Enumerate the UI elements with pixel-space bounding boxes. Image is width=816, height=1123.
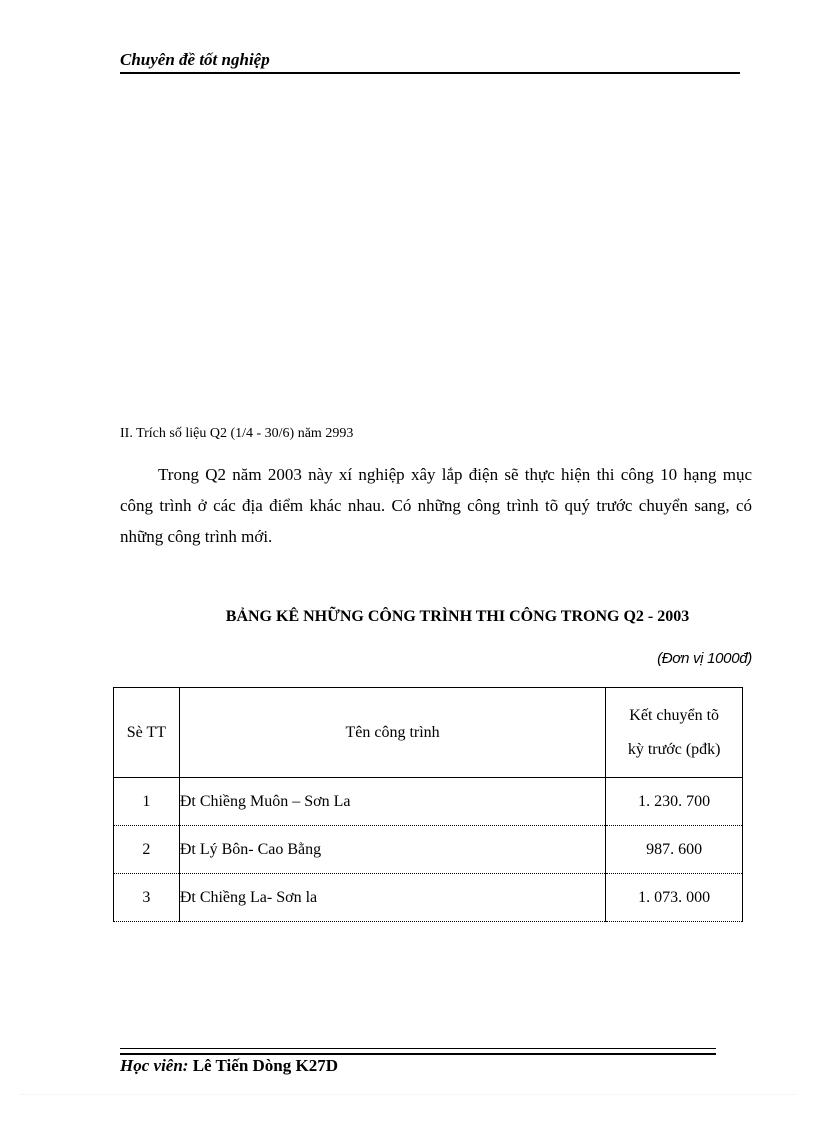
- row-stt: 2: [114, 826, 180, 874]
- unit-note: (Đơn vị 1000đ): [657, 650, 752, 667]
- page-header: [120, 50, 740, 74]
- table-title: BẢNG KÊ NHỮNG CÔNG TRÌNH THI CÔNG TRONG Q2 - 2003: [225, 608, 690, 625]
- row-name: Đt Chiềng Muôn – Sơn La: [179, 778, 606, 826]
- row-value: 1. 230. 700: [606, 778, 743, 826]
- row-value: 1. 073. 000: [606, 874, 743, 922]
- works-table: [113, 687, 743, 922]
- intro-paragraph: Trong Q2 năm 2003 này xí nghiệp xây lắp điện sẽ thực hiện thi công 10 hạng mục công trình ở các địa điểm khác nhau. Có những công trình tõ quý trước chuyển sang, có những công trình mới.: [120, 465, 752, 546]
- table-row: [114, 778, 743, 826]
- table-row: [114, 826, 743, 874]
- table-header-row: [114, 688, 743, 778]
- header-title: Chuyên đề tốt nghiệp: [120, 50, 270, 69]
- header-value: [606, 688, 743, 778]
- footer-text: [120, 1056, 338, 1076]
- header-value-line1: Kết chuyển tõ: [629, 706, 720, 724]
- row-name: Đt Chiềng La- Sơn la: [179, 874, 606, 922]
- footer-rule: [120, 1048, 716, 1055]
- header-name: Tên công trình: [179, 688, 606, 778]
- header-value-line2: kỳ trước (pđk): [627, 740, 721, 758]
- header-stt: Sè TT: [114, 688, 180, 778]
- page-bottom-divider: [20, 1094, 796, 1095]
- table-row: [114, 874, 743, 922]
- row-stt: 3: [114, 874, 180, 922]
- row-name: Đt Lý Bôn- Cao Bằng: [179, 826, 606, 874]
- footer-author: Lê Tiến Dòng K27D: [188, 1056, 339, 1075]
- footer-label: Học viên:: [120, 1056, 189, 1075]
- row-stt: 1: [114, 778, 180, 826]
- row-value: 987. 600: [606, 826, 743, 874]
- section-heading: II. Trích số liệu Q2 (1/4 - 30/6) năm 2993: [120, 426, 354, 441]
